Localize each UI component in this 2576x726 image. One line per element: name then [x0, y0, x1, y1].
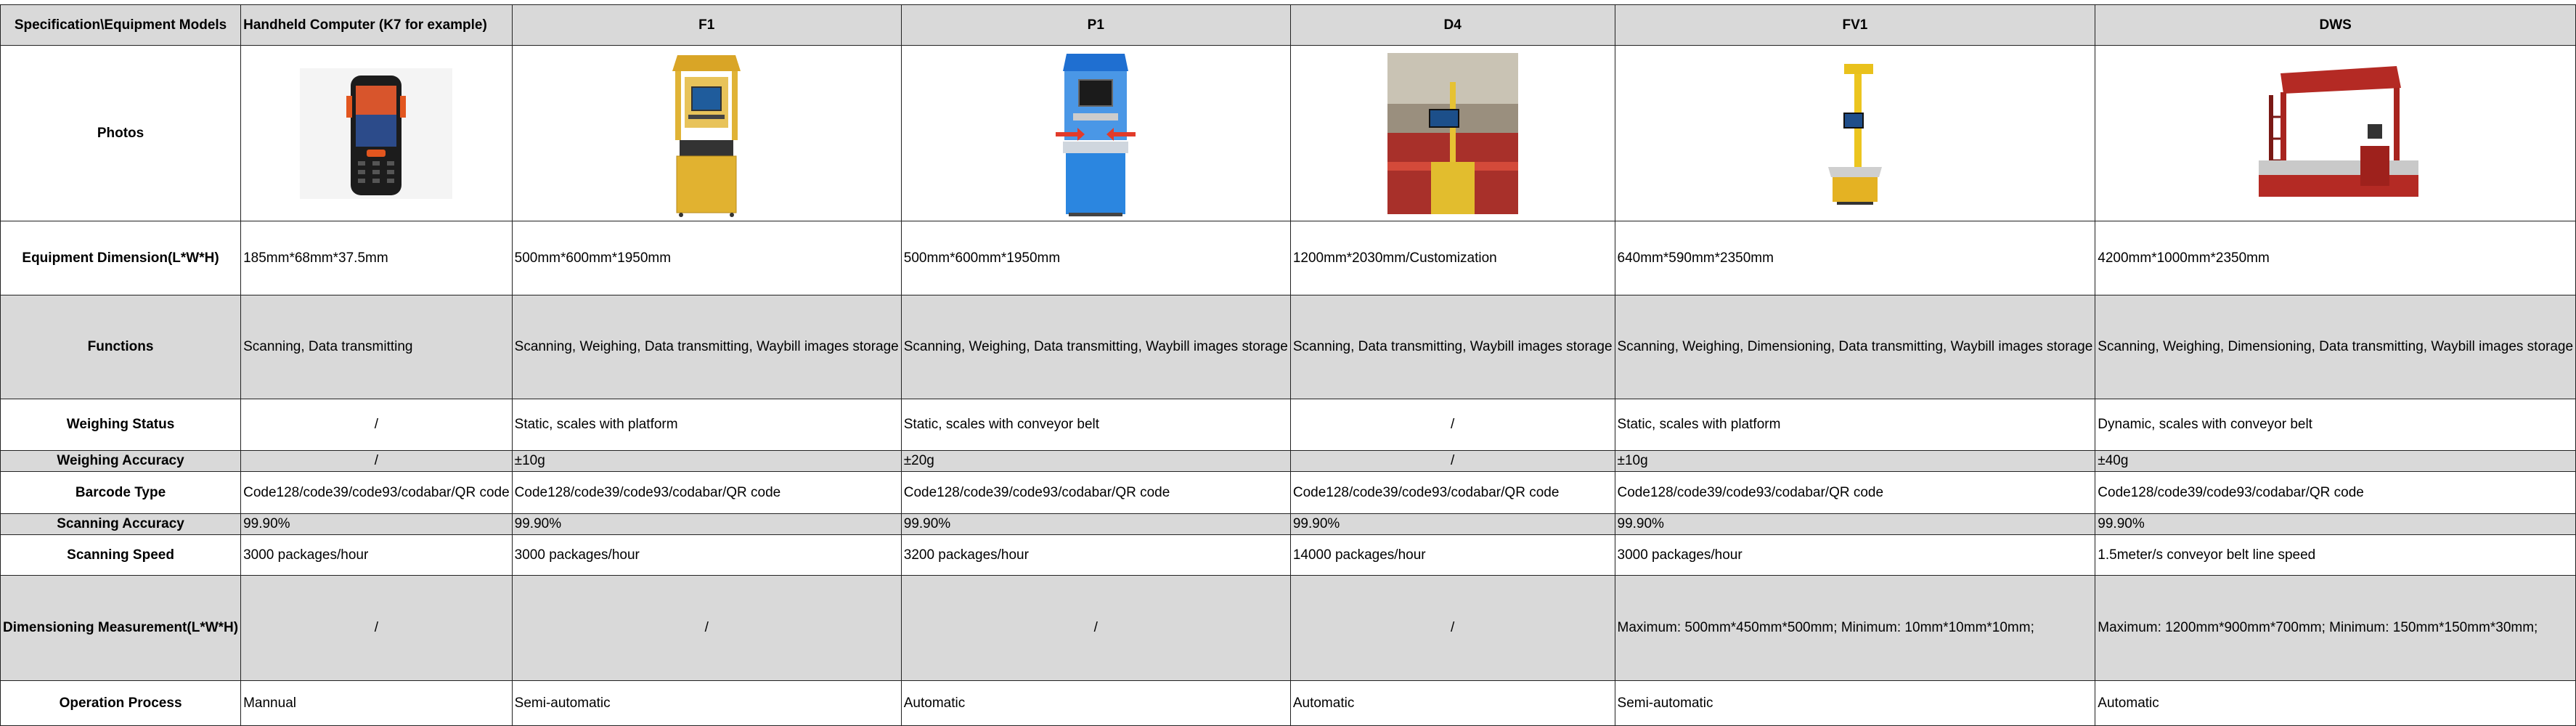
- model-header-p1: P1: [901, 5, 1290, 46]
- row-label-barcode-type: Barcode Type: [1, 472, 241, 514]
- scanning-speed-value: 3000 packages/hour: [1615, 535, 2095, 576]
- model-header-d4: D4: [1290, 5, 1615, 46]
- photo-dws: [2095, 46, 2576, 221]
- functions-value: Scanning, Weighing, Dimensioning, Data transmitting, Waybill images storage: [1615, 295, 2095, 399]
- barcode-type-value: Code128/code39/code93/codabar/QR code: [512, 472, 901, 514]
- model-header-fv1: FV1: [1615, 5, 2095, 46]
- operation-value: Automatic: [901, 681, 1290, 726]
- dws-system-image: [2251, 59, 2420, 208]
- dimensioning-value: Maximum: 500mm*450mm*500mm; Minimum: 10mm*10mm*10mm;: [1615, 576, 2095, 681]
- barcode-type-value: Code128/code39/code93/codabar/QR code: [241, 472, 513, 514]
- model-header-handheld: Handheld Computer (K7 for example): [241, 5, 513, 46]
- dimensioning-value: /: [512, 576, 901, 681]
- weighing-accuracy-value: ±10g: [512, 451, 901, 472]
- scanning-speed-row: [1, 535, 2576, 576]
- barcode-type-row: [1, 472, 2576, 514]
- dimension-value: 500mm*600mm*1950mm: [512, 221, 901, 295]
- operation-value: Mannual: [241, 681, 513, 726]
- photo-d4: [1290, 46, 1615, 221]
- operation-row: [1, 681, 2576, 726]
- operation-value: Semi-automatic: [1615, 681, 2095, 726]
- operation-value: Semi-automatic: [512, 681, 901, 726]
- model-header-dws: DWS: [2095, 5, 2576, 46]
- row-label-weighing-accuracy: Weighing Accuracy: [1, 451, 241, 472]
- row-label-dimensioning: Dimensioning Measurement(L*W*H): [1, 576, 241, 681]
- photo-fv1: [1615, 46, 2095, 221]
- weighing-accuracy-value: /: [241, 451, 513, 472]
- dimensioning-value: /: [241, 576, 513, 681]
- row-label-scanning-speed: Scanning Speed: [1, 535, 241, 576]
- weighing-status-value: Static, scales with platform: [1615, 399, 2095, 451]
- weighing-status-value: Static, scales with conveyor belt: [901, 399, 1290, 451]
- row-label-weighing-status: Weighing Status: [1, 399, 241, 451]
- weighing-accuracy-value: /: [1290, 451, 1615, 472]
- functions-value: Scanning, Weighing, Data transmitting, Waybill images storage: [512, 295, 901, 399]
- scanning-accuracy-row: [1, 514, 2576, 535]
- scanning-accuracy-value: 99.90%: [901, 514, 1290, 535]
- functions-value: Scanning, Weighing, Data transmitting, Waybill images storage: [901, 295, 1290, 399]
- weighing-accuracy-value: ±10g: [1615, 451, 2095, 472]
- functions-value: Scanning, Data transmitting, Waybill images storage: [1290, 295, 1615, 399]
- scanning-accuracy-value: 99.90%: [512, 514, 901, 535]
- d4-scanner-image: [1387, 53, 1518, 214]
- photo-p1: [901, 46, 1290, 221]
- scanning-speed-value: 3000 packages/hour: [241, 535, 513, 576]
- weighing-status-value: Dynamic, scales with conveyor belt: [2095, 399, 2576, 451]
- functions-row: [1, 295, 2576, 399]
- photos-row: [1, 46, 2576, 221]
- scanning-speed-value: 1.5meter/s conveyor belt line speed: [2095, 535, 2576, 576]
- weighing-status-row: [1, 399, 2576, 451]
- header-row: [1, 5, 2576, 46]
- barcode-type-value: Code128/code39/code93/codabar/QR code: [1615, 472, 2095, 514]
- photo-handheld: [241, 46, 513, 221]
- handheld-computer-image: [300, 68, 452, 199]
- scanning-accuracy-value: 99.90%: [2095, 514, 2576, 535]
- functions-value: Scanning, Data transmitting: [241, 295, 513, 399]
- functions-value: Scanning, Weighing, Dimensioning, Data transmitting, Waybill images storage: [2095, 295, 2576, 399]
- scanning-speed-value: 14000 packages/hour: [1290, 535, 1615, 576]
- row-label-dimension: Equipment Dimension(L*W*H): [1, 221, 241, 295]
- scanning-accuracy-value: 99.90%: [1290, 514, 1615, 535]
- weighing-accuracy-row: [1, 451, 2576, 472]
- dimensioning-value: /: [1290, 576, 1615, 681]
- dimensioning-row: [1, 576, 2576, 681]
- weighing-status-value: /: [1290, 399, 1615, 451]
- weighing-accuracy-value: ±40g: [2095, 451, 2576, 472]
- operation-value: Automatic: [1290, 681, 1615, 726]
- photo-f1: [512, 46, 901, 221]
- f1-kiosk-image: [667, 49, 746, 218]
- spec-header-label: Specification\Equipment Models: [1, 5, 241, 46]
- model-header-f1: F1: [512, 5, 901, 46]
- dimension-value: 640mm*590mm*2350mm: [1615, 221, 2095, 295]
- row-label-functions: Functions: [1, 295, 241, 399]
- dimension-row: [1, 221, 2576, 295]
- dimension-value: 185mm*68mm*37.5mm: [241, 221, 513, 295]
- row-label-operation: Operation Process: [1, 681, 241, 726]
- weighing-status-value: /: [241, 399, 513, 451]
- p1-kiosk-image: [1056, 49, 1136, 218]
- barcode-type-value: Code128/code39/code93/codabar/QR code: [1290, 472, 1615, 514]
- barcode-type-value: Code128/code39/code93/codabar/QR code: [901, 472, 1290, 514]
- weighing-status-value: Static, scales with platform: [512, 399, 901, 451]
- row-label-scanning-accuracy: Scanning Accuracy: [1, 514, 241, 535]
- scanning-accuracy-value: 99.90%: [1615, 514, 2095, 535]
- dimension-value: 1200mm*2030mm/Customization: [1290, 221, 1615, 295]
- scanning-speed-value: 3200 packages/hour: [901, 535, 1290, 576]
- dimension-value: 500mm*600mm*1950mm: [901, 221, 1290, 295]
- dimensioning-value: Maximum: 1200mm*900mm*700mm; Minimum: 150mm*150mm*30mm;: [2095, 576, 2576, 681]
- scanning-accuracy-value: 99.90%: [241, 514, 513, 535]
- scanning-speed-value: 3000 packages/hour: [512, 535, 901, 576]
- weighing-accuracy-value: ±20g: [901, 451, 1290, 472]
- dimension-value: 4200mm*1000mm*2350mm: [2095, 221, 2576, 295]
- dimensioning-value: /: [901, 576, 1290, 681]
- operation-value: Automatic: [2095, 681, 2576, 726]
- barcode-type-value: Code128/code39/code93/codabar/QR code: [2095, 472, 2576, 514]
- row-label-photos: Photos: [1, 46, 241, 221]
- spec-table: [0, 4, 2576, 726]
- fv1-dimensioner-image: [1822, 61, 1888, 206]
